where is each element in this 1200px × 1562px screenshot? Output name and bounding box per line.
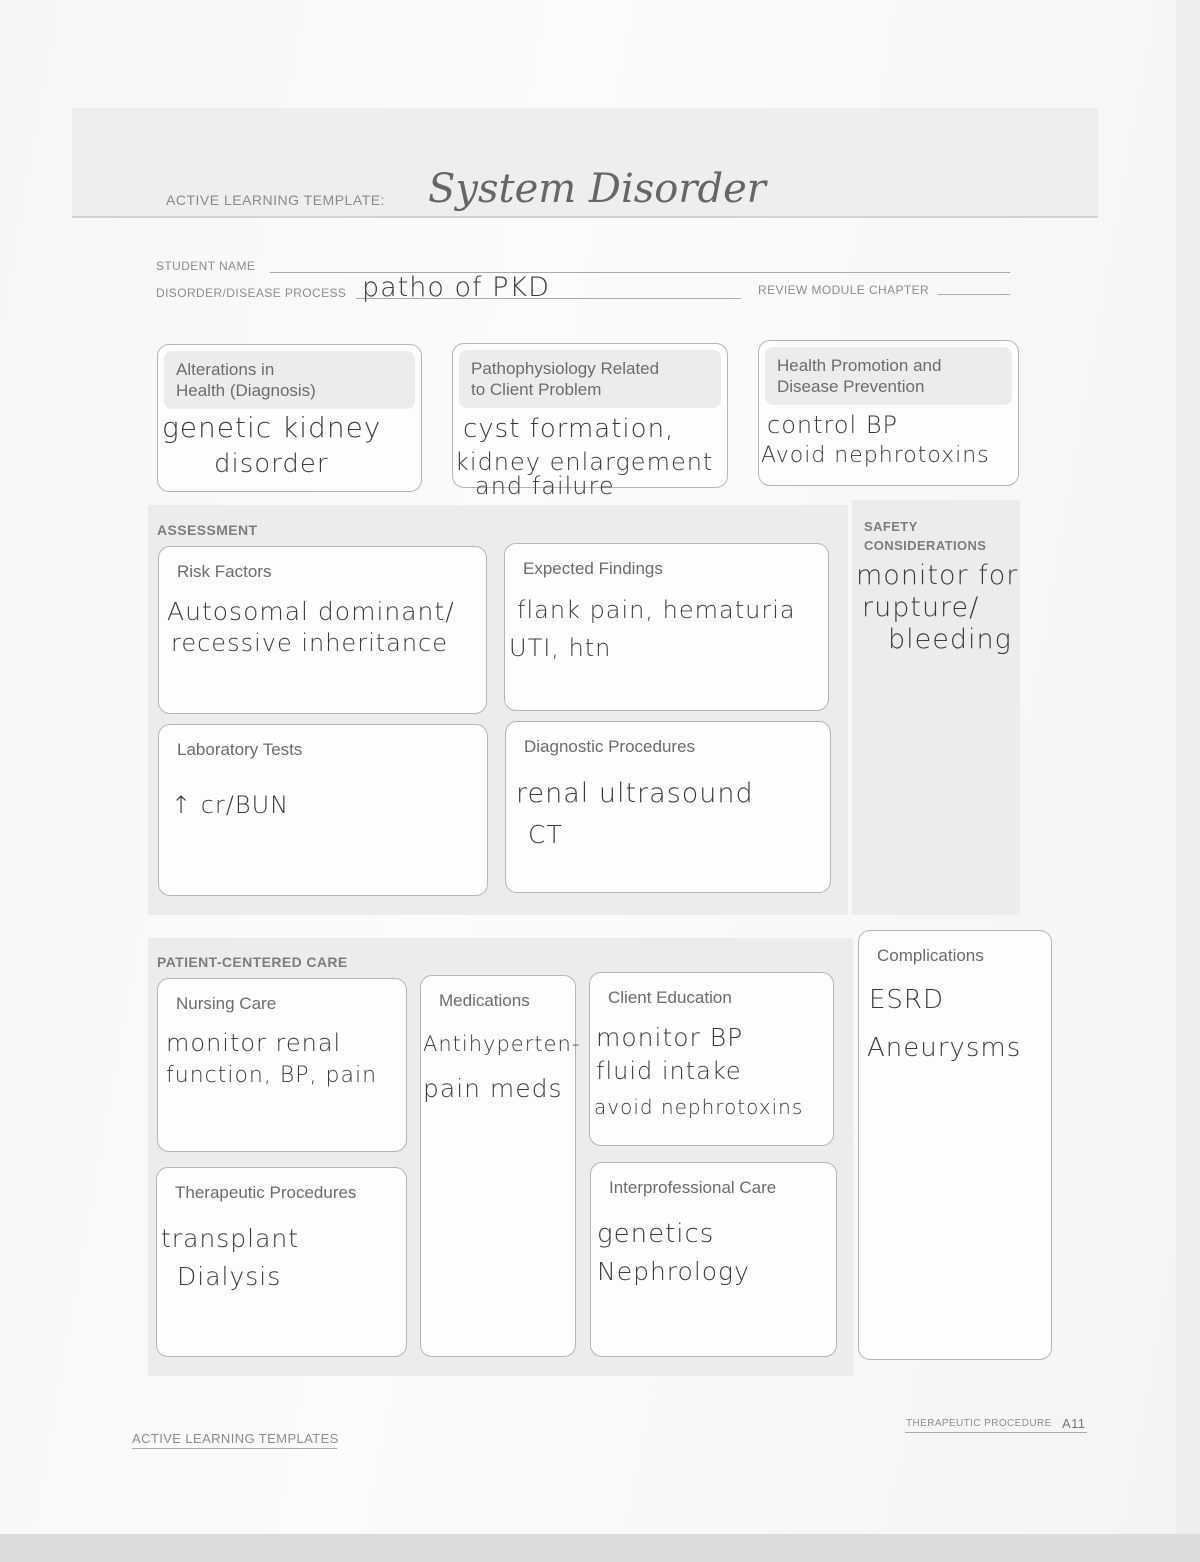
footer-right-line bbox=[905, 1432, 1087, 1433]
laboratory-tests-box bbox=[158, 724, 488, 896]
review-module-line bbox=[938, 294, 1010, 295]
alterations-line1: genetic kidney bbox=[162, 411, 382, 444]
lab-line1: ↑ cr/BUN bbox=[171, 791, 290, 819]
client-education-title: Client Education bbox=[608, 988, 732, 1007]
therapeutic-line1: transplant bbox=[161, 1224, 300, 1253]
complications-title: Complications bbox=[877, 946, 984, 965]
expected-line1: flank pain, hematuria bbox=[517, 596, 796, 624]
safety-line3: bleeding bbox=[888, 624, 1012, 655]
interprofessional-line2: Nephrology bbox=[597, 1257, 750, 1286]
disorder-label: DISORDER/DISEASE PROCESS bbox=[156, 286, 347, 300]
safety-line2: rupture/ bbox=[862, 592, 980, 623]
client-education-box bbox=[589, 972, 834, 1146]
pathophysiology-title: Pathophysiology Related to Client Problem bbox=[471, 359, 660, 399]
alterations-title: Alterations in Health (Diagnosis) bbox=[176, 360, 316, 400]
education-line3: avoid nephrotoxins bbox=[594, 1095, 804, 1119]
therapeutic-procedures-box bbox=[156, 1167, 407, 1357]
nursing-care-box bbox=[157, 978, 407, 1152]
nursing-care-title: Nursing Care bbox=[176, 994, 277, 1013]
health-promotion-box bbox=[758, 340, 1019, 486]
complications-line2: Aneurysms bbox=[867, 1033, 1022, 1063]
footer-left-label: ACTIVE LEARNING TEMPLATES bbox=[132, 1431, 339, 1446]
therapeutic-line2: Dialysis bbox=[177, 1262, 282, 1291]
medications-title: Medications bbox=[439, 991, 530, 1010]
medications-box bbox=[420, 975, 581, 1357]
review-module-label: REVIEW MODULE CHAPTER bbox=[758, 283, 930, 297]
alterations-line2: disorder bbox=[214, 449, 329, 479]
alterations-box bbox=[157, 344, 422, 492]
health-promo-line2: Avoid nephrotoxins bbox=[761, 443, 990, 468]
template-label: ACTIVE LEARNING TEMPLATE: bbox=[166, 192, 385, 208]
footer-page-number: A11 bbox=[1062, 1416, 1086, 1431]
paper-edge-bottom bbox=[0, 1534, 1200, 1562]
patho-line3: and failure bbox=[475, 472, 615, 500]
diagnostic-procedures-title: Diagnostic Procedures bbox=[524, 737, 696, 756]
complications-line1: ESRD bbox=[869, 985, 945, 1015]
paper-edge-right bbox=[1176, 0, 1200, 1562]
safety-label: SAFETY CONSIDERATIONS bbox=[864, 519, 987, 553]
interprofessional-care-title: Interprofessional Care bbox=[609, 1178, 777, 1197]
disorder-value: patho of PKD bbox=[362, 272, 550, 303]
footer-left-line bbox=[132, 1448, 337, 1449]
expected-findings-title: Expected Findings bbox=[523, 559, 663, 578]
education-line2: fluid intake bbox=[596, 1057, 742, 1085]
assessment-label: ASSESSMENT bbox=[157, 522, 258, 538]
risk-factors-title: Risk Factors bbox=[177, 562, 272, 581]
complications-box bbox=[858, 930, 1052, 1360]
patient-centered-care-label: PATIENT-CENTERED CARE bbox=[157, 954, 348, 970]
safety-line1: monitor for bbox=[856, 560, 1019, 591]
risk-factors-box bbox=[158, 546, 487, 714]
expected-findings-box bbox=[504, 543, 829, 711]
education-line1: monitor BP bbox=[596, 1023, 744, 1052]
health-promo-line1: control BP bbox=[767, 411, 899, 439]
diagnostic-procedures-box bbox=[505, 721, 831, 893]
expected-line2: UTI, htn bbox=[509, 634, 612, 662]
diagnostic-line1: renal ultrasound bbox=[516, 778, 754, 809]
medications-line1: Antihyperten- bbox=[423, 1032, 581, 1056]
patho-line1: cyst formation, bbox=[463, 414, 675, 444]
risk-line1: Autosomal dominant/ bbox=[167, 597, 455, 626]
patho-line2: kidney enlargement bbox=[455, 448, 714, 476]
health-promotion-title: Health Promotion and Disease Prevention bbox=[777, 356, 942, 396]
laboratory-tests-title: Laboratory Tests bbox=[177, 740, 303, 759]
therapeutic-procedures-title: Therapeutic Procedures bbox=[175, 1183, 357, 1202]
footer-right-label: THERAPEUTIC PROCEDURE bbox=[906, 1418, 1052, 1429]
interprofessional-line1: genetics bbox=[597, 1219, 715, 1249]
interprofessional-care-box bbox=[590, 1162, 837, 1357]
template-title: System Disorder bbox=[428, 166, 766, 212]
risk-line2: recessive inheritance bbox=[171, 629, 449, 657]
student-name-label: STUDENT NAME bbox=[156, 259, 256, 273]
medications-line2: pain meds bbox=[423, 1074, 563, 1103]
nursing-line1: monitor renal bbox=[166, 1029, 342, 1057]
nursing-line2: function, BP, pain bbox=[166, 1063, 378, 1088]
pathophysiology-box bbox=[452, 343, 728, 500]
diagnostic-line2: CT bbox=[528, 820, 563, 849]
